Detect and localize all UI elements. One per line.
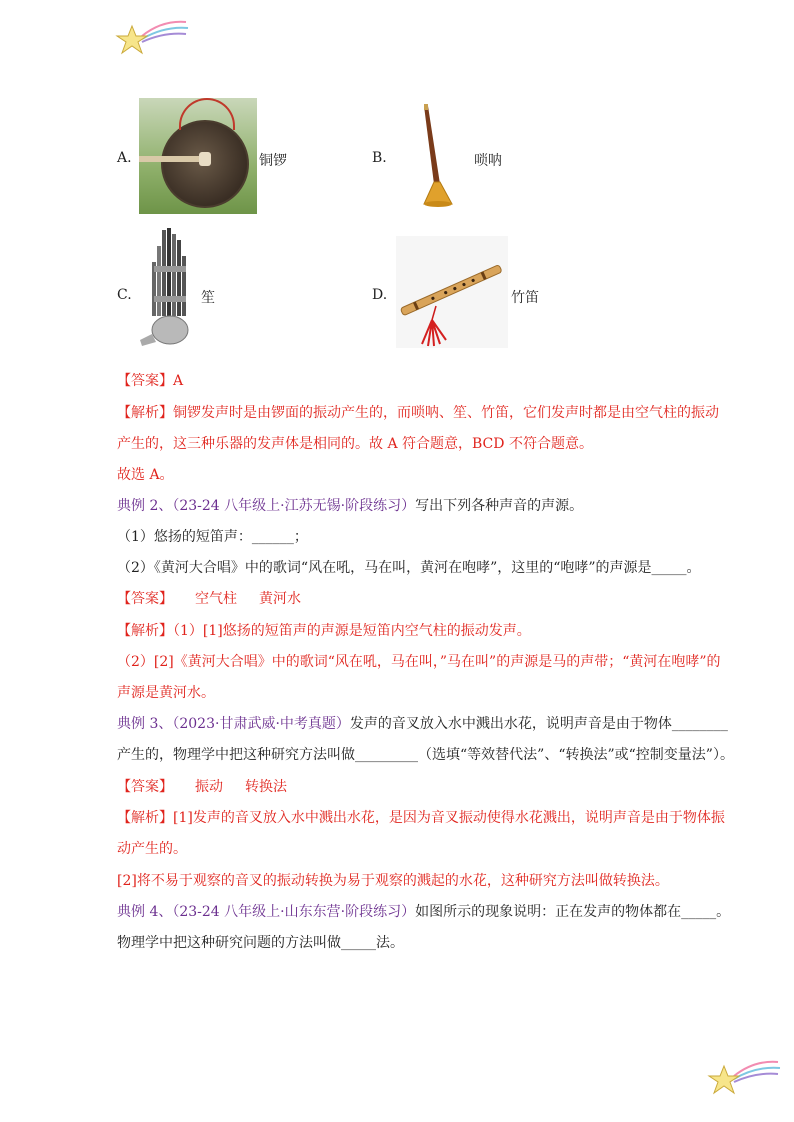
option-c-name: 笙 bbox=[201, 290, 215, 306]
q1-analysis-line-1 bbox=[117, 403, 719, 423]
analysis-text: 铜锣发声时是由锣面的振动产生的，而唢呐、笙、竹笛，它们发声时都是由空气柱的振动 bbox=[173, 405, 719, 421]
answer-value-2: 黄河水 bbox=[259, 591, 301, 607]
option-b-name: 唢呐 bbox=[474, 153, 502, 169]
gong-cord bbox=[179, 98, 235, 130]
q1-conclusion: 故选 A。 bbox=[117, 467, 174, 483]
example-2-sub-1: （1）悠扬的短笛声：______； bbox=[117, 529, 308, 545]
example-stem: 发声的音叉放入水中溅出水花，说明声音是由于物体________ bbox=[349, 716, 728, 732]
example-source: （23-24 八年级上·江苏无锡·阶段练习） bbox=[172, 498, 416, 514]
example-label: 典例 3、 bbox=[117, 716, 173, 732]
example-stem: 写出下列各种声音的声源。 bbox=[415, 498, 584, 514]
example-2-analysis-line-2: （2）[2]《黄河大合唱》中的歌词“风在吼，马在叫，”马在叫”的声源是马的声带；“黄河在咆哮”的 bbox=[117, 654, 721, 670]
example-3-analysis-line-3: [2]将不易于观察的音叉的振动转换为易于观察的溅起的水花，这种研究方法叫做转换法。 bbox=[117, 873, 669, 889]
example-source: （2023·甘肃武威·中考真题） bbox=[172, 716, 350, 732]
option-a-name: 铜锣 bbox=[259, 153, 287, 169]
example-3-stem-2: 产生的，物理学中把这种研究方法叫做_________（选填“等效替代法”、“转换法”或“控制变量法”）。 bbox=[117, 747, 734, 763]
analysis-tag: 【解析】 bbox=[117, 405, 173, 421]
answer-value-2: 转换法 bbox=[245, 779, 287, 795]
answer-tag: 【答案】 bbox=[117, 779, 173, 795]
q1-answer-line bbox=[117, 371, 183, 391]
example-source: （23-24 八年级上·山东东营·阶段练习） bbox=[172, 904, 416, 920]
answer-tag: 【答案】 bbox=[117, 591, 173, 607]
example-label: 典例 2、 bbox=[117, 498, 173, 514]
example-label: 典例 4、 bbox=[117, 904, 173, 920]
option-b-letter: B. bbox=[372, 150, 387, 166]
gong-mallet-head bbox=[199, 152, 211, 166]
option-a-letter: A. bbox=[117, 150, 132, 166]
example-2-analysis-line-3: 声源是黄河水。 bbox=[117, 685, 215, 701]
example-3-stem-1 bbox=[117, 714, 728, 734]
example-2-answer-line bbox=[117, 589, 301, 609]
example-2-sub-2: （2）《黄河大合唱》中的歌词“风在吼，马在叫，黄河在咆哮”，这里的“咆哮”的声源是_____。 bbox=[117, 560, 701, 576]
answer-value-1: 振动 bbox=[195, 779, 223, 795]
option-d-name: 竹笛 bbox=[511, 290, 539, 306]
example-stem: 如图所示的现象说明：正在发声的物体都在_____。 bbox=[415, 904, 731, 920]
answer-tag: 【答案】 bbox=[117, 373, 173, 389]
star-decoration-top-icon bbox=[112, 14, 192, 64]
analysis-tag: 【解析】 bbox=[117, 810, 173, 826]
option-c-letter: C. bbox=[117, 287, 132, 303]
bamboo-flute-photo bbox=[396, 236, 508, 348]
gong-photo bbox=[139, 98, 257, 214]
example-3-analysis-line-1 bbox=[117, 808, 725, 828]
option-d-letter: D. bbox=[372, 287, 388, 303]
example-2-stem bbox=[117, 496, 583, 516]
sheng-photo bbox=[140, 226, 198, 364]
answer-value-1: 空气柱 bbox=[195, 591, 237, 607]
example-3-analysis-line-2: 动产生的。 bbox=[117, 841, 187, 857]
example-3-answer-line bbox=[117, 777, 287, 797]
suona-photo bbox=[418, 104, 458, 208]
analysis-tag: 【解析】 bbox=[117, 623, 173, 639]
analysis-text: （1）[1]悠扬的短笛声的声源是短笛内空气柱的振动发声。 bbox=[173, 623, 531, 639]
answer-value: A bbox=[173, 373, 184, 389]
example-4-stem-1 bbox=[117, 902, 730, 922]
example-4-stem-2: 物理学中把这种研究问题的方法叫做_____法。 bbox=[117, 935, 404, 951]
star-decoration-bottom-icon bbox=[704, 1054, 784, 1104]
q1-analysis-line-2: 产生的，这三种乐器的发声体是相同的。故 A 符合题意，BCD 不符合题意。 bbox=[117, 436, 593, 452]
example-2-analysis-line-1 bbox=[117, 621, 531, 641]
analysis-text: [1]发声的音叉放入水中溅出水花，是因为音叉振动使得水花溅出，说明声音是由于物体振 bbox=[173, 810, 725, 826]
